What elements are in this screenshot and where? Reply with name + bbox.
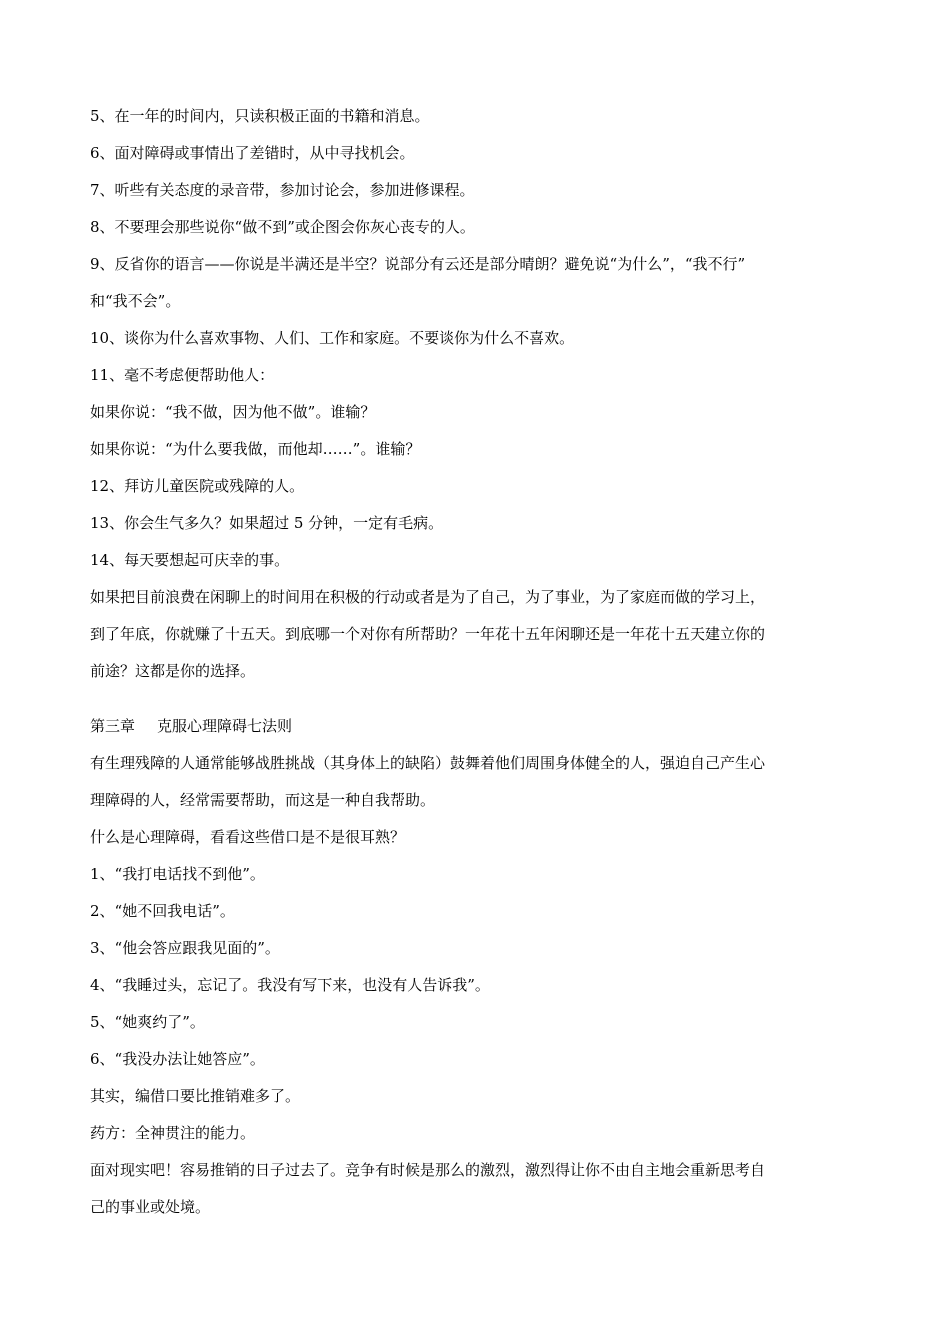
paragraph-line: 理障碍的人，经常需要帮助，而这是一种自我帮助。 [90,791,436,809]
paragraph-line: 1、“我打电话找不到他”。 [90,865,265,883]
paragraph-line: 9、反省你的语言——你说是半满还是半空？说部分有云还是部分晴朗？避免说“为什么”，“我不行” [90,255,746,273]
paragraph-line: 2、“她不回我电话”。 [90,902,235,920]
paragraph-line: 面对现实吧！容易推销的日子过去了。竞争有时候是那么的激烈，激烈得让你不由自主地会重新思考自 [90,1161,766,1179]
paragraph-line: 前途？这都是你的选择。 [90,662,256,680]
chapter-number: 第三章 [90,717,136,735]
paragraph-line: 己的事业或处境。 [90,1198,211,1216]
paragraph-line: 4、“我睡过头，忘记了。我没有写下来，也没有人告诉我”。 [90,976,490,994]
paragraph-line: 药方：全神贯注的能力。 [90,1124,256,1142]
paragraph-line: 7、听些有关态度的录音带，参加讨论会，参加进修课程。 [90,181,475,199]
paragraph-line: 13、你会生气多久？如果超过 5 分钟，一定有毛病。 [90,514,444,532]
chapter-heading [90,708,860,745]
paragraph-line: 6、面对障碍或事情出了差错时，从中寻找机会。 [90,144,415,162]
paragraph-line: 如果把目前浪费在闲聊上的时间用在积极的行动或者是为了自己，为了事业，为了家庭而做的学习上， [90,588,766,606]
paragraph-line: 14、每天要想起可庆幸的事。 [90,551,290,569]
paragraph-line: 12、拜访儿童医院或残障的人。 [90,477,305,495]
paragraph-line: 6、“我没办法让她答应”。 [90,1050,265,1068]
paragraph-line: 什么是心理障碍，看看这些借口是不是很耳熟？ [90,828,406,846]
paragraph-line: 8、不要理会那些说你“做不到”或企图会你灰心丧专的人。 [90,218,475,236]
paragraph-line: 3、“他会答应跟我见面的”。 [90,939,280,957]
paragraph-line: 5、“她爽约了”。 [90,1013,205,1031]
paragraph-line: 如果你说：“我不做，因为他不做”。谁输？ [90,403,376,421]
paragraph-line: 10、谈你为什么喜欢事物、人们、工作和家庭。不要谈你为什么不喜欢。 [90,329,575,347]
paragraph-line: 和“我不会”。 [90,292,181,310]
paragraph-line: 如果你说：“为什么要我做，而他却……”。谁输？ [90,440,421,458]
document-page [90,98,860,1226]
section-b [90,745,860,1226]
paragraph-line: 11、毫不考虑便帮助他人： [90,366,275,384]
chapter-title: 克服心理障碍七法则 [157,717,293,735]
paragraph-line: 有生理残障的人通常能够战胜挑战（其身体上的缺陷）鼓舞着他们周围身体健全的人，强迫自己产生心 [90,754,766,772]
paragraph-line: 5、在一年的时间内，只读积极正面的书籍和消息。 [90,107,430,125]
paragraph-line: 到了年底，你就赚了十五天。到底哪一个对你有所帮助？一年花十五年闲聊还是一年花十五天建立你的 [90,625,766,643]
paragraph-line: 其实，编借口要比推销难多了。 [90,1087,301,1105]
section-gap [90,690,860,708]
section-a [90,98,860,690]
